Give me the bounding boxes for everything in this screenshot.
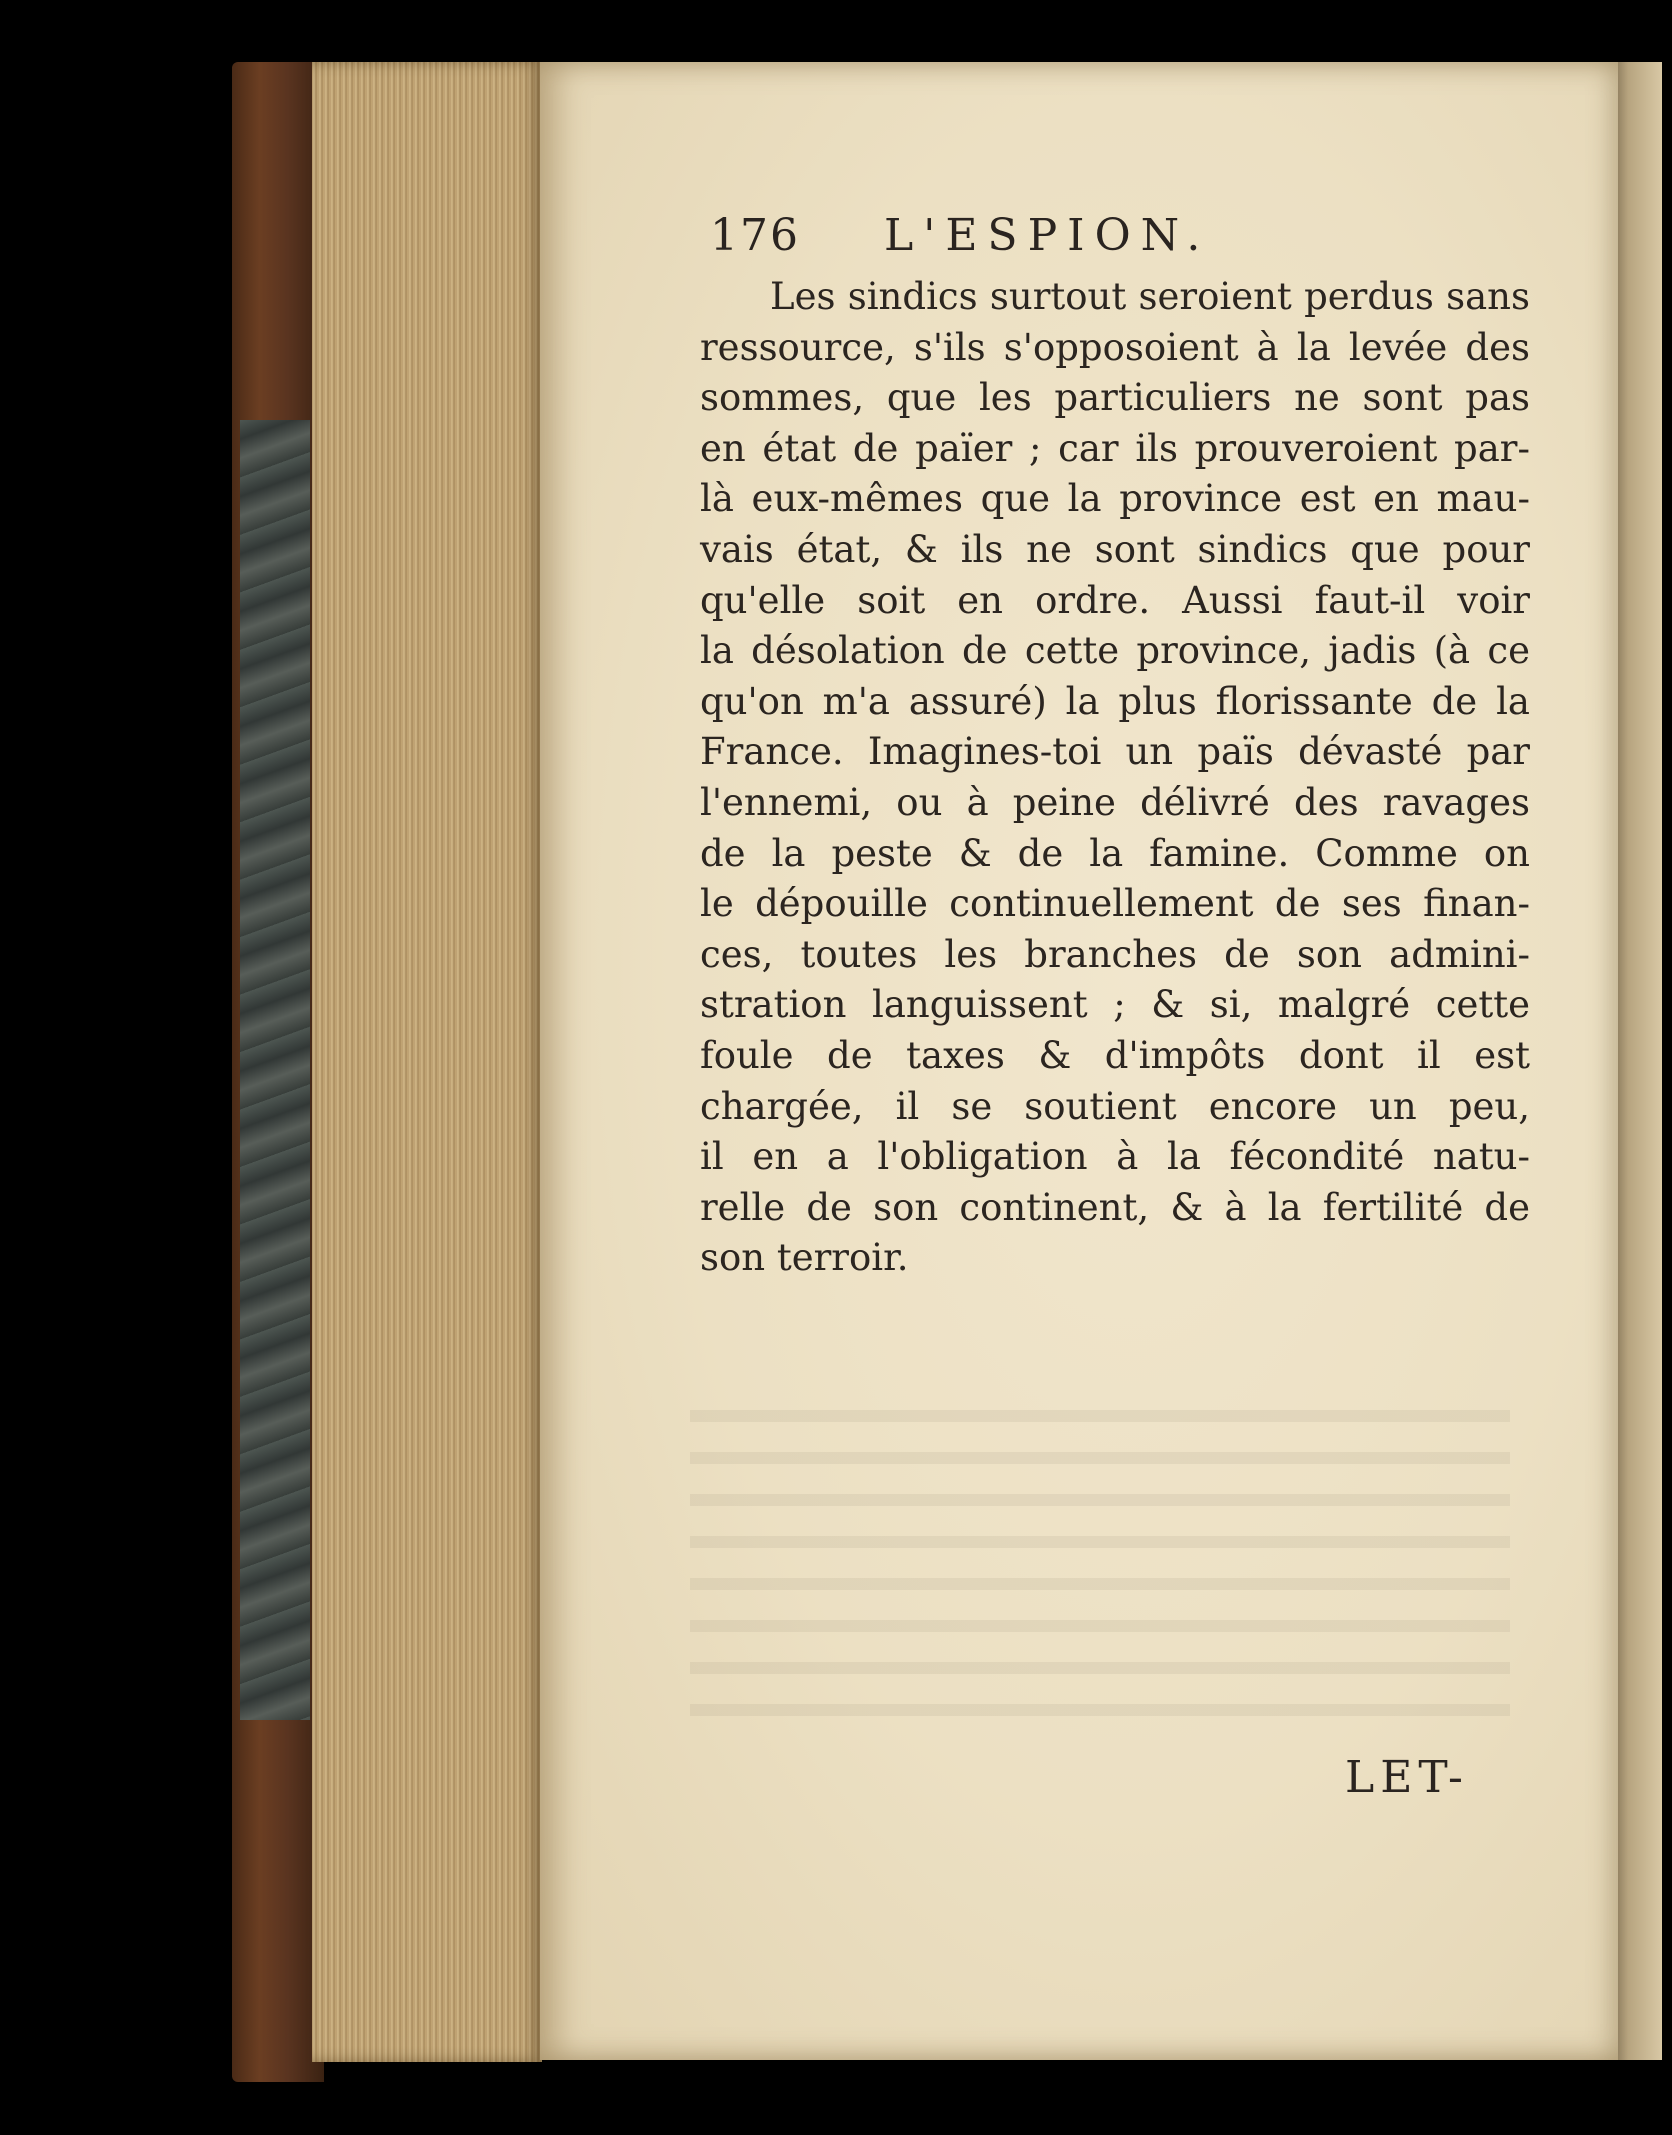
- paragraph: [700, 272, 1530, 1284]
- marbled-board: [240, 420, 310, 1720]
- text-line: relle de son continent, & à la fertilité de: [700, 1185, 1530, 1229]
- text-line: en état de païer ; car ils prouveroient par-: [700, 426, 1530, 470]
- text-line: le dépouille continuellement de ses finan-: [700, 882, 1530, 926]
- text-line: de la peste & de la famine. Comme on: [700, 831, 1530, 875]
- text-line: sommes, que les particuliers ne sont pas: [700, 376, 1530, 420]
- text-line: stration languissent ; & si, malgré cette: [700, 983, 1530, 1027]
- text-line: ces, toutes les branches de son admini-: [700, 932, 1530, 976]
- show-through: [690, 1380, 1510, 1740]
- text-line: là eux-mêmes que la province est en mau-: [700, 477, 1530, 521]
- text-line: l'ennemi, ou à peine délivré des ravages: [700, 780, 1530, 824]
- text-line: qu'elle soit en ordre. Aussi faut-il voir: [700, 578, 1530, 622]
- page-number: 176: [710, 210, 800, 261]
- text-line: son terroir.: [700, 1236, 909, 1280]
- text-line: vais état, & ils ne sont sindics que pour: [700, 527, 1530, 571]
- text-line: France. Imagines-toi un païs dévasté par: [700, 730, 1530, 774]
- text-line: foule de taxes & d'impôts dont il est: [700, 1033, 1530, 1077]
- text-line: ressource, s'ils s'opposoient à la levée des: [700, 325, 1530, 369]
- text-line: chargée, il se soutient encore un peu,: [700, 1084, 1530, 1128]
- running-title: L'ESPION.: [884, 210, 1211, 261]
- text-line: qu'on m'a assuré) la plus florissante de la: [700, 679, 1530, 723]
- catchword: LET-: [1345, 1752, 1469, 1803]
- text-line: Les sindics surtout seroient perdus sans: [770, 275, 1530, 318]
- text-line: la désolation de cette province, jadis (à ce: [700, 629, 1530, 673]
- page-edges: [312, 62, 542, 2062]
- running-head: [710, 210, 1410, 261]
- text-line: il en a l'obligation à la fécondité natu-: [700, 1135, 1530, 1179]
